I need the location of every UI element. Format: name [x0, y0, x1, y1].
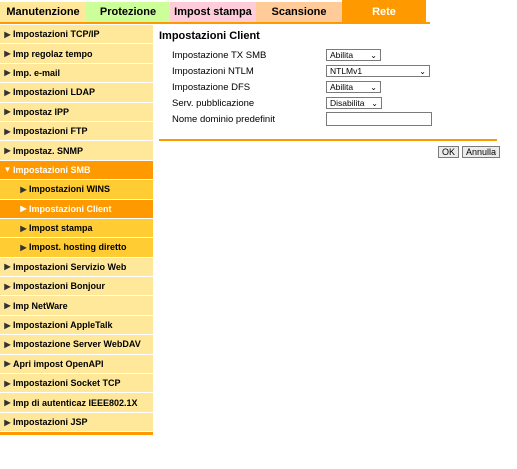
panel-divider — [159, 139, 497, 141]
sidebar-item-label: Impostazioni Servizio Web — [13, 261, 127, 272]
tab-bar — [0, 0, 430, 24]
tx-smb-select[interactable] — [326, 49, 381, 61]
field-label-dfs: Impostazione DFS — [172, 81, 251, 93]
page-title: Impostazioni Client — [159, 30, 260, 42]
ok-button[interactable]: OK — [438, 146, 459, 158]
sidebar-item-label: Imp. e-mail — [13, 67, 61, 78]
tab-protezione[interactable] — [86, 2, 170, 22]
sidebar-item-label: Impostazioni JSP — [13, 417, 88, 427]
chevron-down-icon: ⌄ — [371, 99, 378, 108]
chevron-right-icon: ▶ — [4, 68, 11, 78]
tab-label: Impost stampa — [174, 6, 252, 18]
sidebar-item-bonjour[interactable] — [0, 277, 153, 296]
sidebar-item-label: Impostazioni WINS — [29, 184, 110, 195]
chevron-right-icon: ▶ — [4, 378, 11, 388]
tab-label: Rete — [372, 6, 396, 18]
sidebar-subitem-hosting-diretto[interactable] — [0, 238, 153, 257]
sidebar-item-servizio-web[interactable] — [0, 258, 153, 277]
sidebar-subitem-impost-stampa[interactable] — [0, 219, 153, 238]
chevron-right-icon: ▶ — [4, 107, 11, 117]
chevron-right-icon: ▶ — [4, 417, 11, 427]
sidebar-item-openapi[interactable] — [0, 355, 153, 374]
select-value: Abilita — [330, 82, 354, 92]
tab-label: Scansione — [271, 6, 327, 18]
chevron-right-icon: ▶ — [4, 301, 11, 311]
sidebar-item-label: Impostazioni FTP — [13, 126, 88, 137]
sidebar-subitem-wins[interactable] — [0, 180, 153, 199]
select-value: Abilita — [330, 50, 354, 60]
field-label-nome-dominio: Nome dominio predefinit — [172, 113, 275, 125]
sidebar-item-regolaz-tempo[interactable] — [0, 44, 153, 63]
chevron-right-icon: ▶ — [4, 146, 11, 156]
chevron-down-icon: ▼ — [3, 165, 12, 175]
chevron-right-icon: ▶ — [4, 320, 11, 330]
chevron-right-icon: ▶ — [4, 339, 11, 349]
sidebar-bottom-divider — [0, 432, 153, 435]
sidebar-item-label: Impostazioni LDAP — [13, 87, 96, 98]
chevron-right-icon: ▶ — [4, 126, 11, 136]
sidebar-item-socket-tcp[interactable] — [0, 374, 153, 393]
chevron-right-icon: ▶ — [4, 262, 11, 272]
sidebar — [0, 25, 153, 435]
sidebar-item-appletalk[interactable] — [0, 316, 153, 335]
sidebar-item-webdav[interactable] — [0, 335, 153, 354]
sidebar-item-email[interactable] — [0, 64, 153, 83]
field-label-ntlm: Impostazioni NTLM — [172, 65, 254, 77]
chevron-down-icon: ⌄ — [419, 67, 426, 76]
chevron-right-icon: ▶ — [4, 359, 11, 369]
chevron-right-icon: ▶ — [4, 87, 11, 97]
chevron-right-icon: ▶ — [20, 223, 27, 233]
chevron-right-icon: ▶ — [4, 398, 11, 408]
tab-scansione[interactable] — [256, 2, 342, 22]
chevron-down-icon: ⌄ — [370, 51, 377, 60]
chevron-right-icon: ▶ — [20, 204, 27, 214]
sidebar-item-ftp[interactable] — [0, 122, 153, 141]
tab-underline — [0, 22, 430, 24]
sidebar-item-label: Impost. hosting diretto — [29, 242, 127, 253]
sidebar-item-snmp[interactable] — [0, 141, 153, 160]
sidebar-item-label: Imp di autenticaz IEEE802.1X — [13, 397, 138, 408]
sidebar-item-netware[interactable] — [0, 296, 153, 315]
sidebar-item-label: Impostazioni AppleTalk — [13, 320, 113, 331]
sidebar-item-label: Impostazioni Bonjour — [13, 281, 105, 292]
sidebar-item-ldap[interactable] — [0, 83, 153, 102]
sidebar-item-label: Impostaz IPP — [13, 106, 70, 117]
select-value: NTLMv1 — [330, 66, 363, 76]
ntlm-select[interactable] — [326, 65, 430, 77]
sidebar-item-tcp-ip[interactable] — [0, 25, 153, 44]
sidebar-item-ipp[interactable] — [0, 103, 153, 122]
chevron-down-icon: ⌄ — [370, 83, 377, 92]
nome-dominio-input[interactable] — [326, 112, 432, 126]
chevron-right-icon: ▶ — [4, 49, 11, 59]
sidebar-item-label: Imp regolaz tempo — [13, 48, 93, 59]
sidebar-item-label: Impostazioni SMB — [13, 164, 91, 175]
sidebar-item-label: Impostazione Server WebDAV — [13, 339, 141, 350]
sidebar-subitem-client[interactable] — [0, 200, 153, 219]
sidebar-item-smb[interactable] — [0, 161, 153, 180]
chevron-right-icon: ▶ — [4, 281, 11, 291]
tab-label: Manutenzione — [6, 6, 80, 18]
cancel-button[interactable]: Annulla — [462, 146, 500, 158]
field-label-serv-pubblicazione: Serv. pubblicazione — [172, 97, 255, 109]
tab-manutenzione[interactable] — [0, 2, 86, 22]
sidebar-item-label: Impost stampa — [29, 223, 93, 234]
sidebar-item-label: Impostaz. SNMP — [13, 145, 84, 156]
select-value: Disabilita — [330, 98, 365, 108]
sidebar-item-label: Apri impost OpenAPI — [13, 358, 104, 369]
tab-impost-stampa[interactable] — [170, 2, 256, 22]
sidebar-item-ieee8021x[interactable] — [0, 393, 153, 412]
chevron-right-icon: ▶ — [4, 29, 11, 39]
sidebar-item-label: Imp NetWare — [13, 300, 68, 311]
tab-label: Protezione — [99, 6, 157, 18]
dfs-select[interactable] — [326, 81, 381, 93]
field-label-tx-smb: Impostazione TX SMB — [172, 49, 267, 61]
chevron-right-icon: ▶ — [20, 184, 27, 194]
chevron-right-icon: ▶ — [20, 242, 27, 252]
tab-rete[interactable] — [342, 0, 426, 24]
sidebar-item-label: Impostazioni Socket TCP — [13, 378, 121, 389]
serv-pubblicazione-select[interactable] — [326, 97, 382, 109]
sidebar-item-label: Impostazioni TCP/IP — [13, 29, 100, 40]
sidebar-item-jsp[interactable] — [0, 413, 153, 432]
sidebar-item-label: Impostazioni Client — [29, 203, 112, 214]
